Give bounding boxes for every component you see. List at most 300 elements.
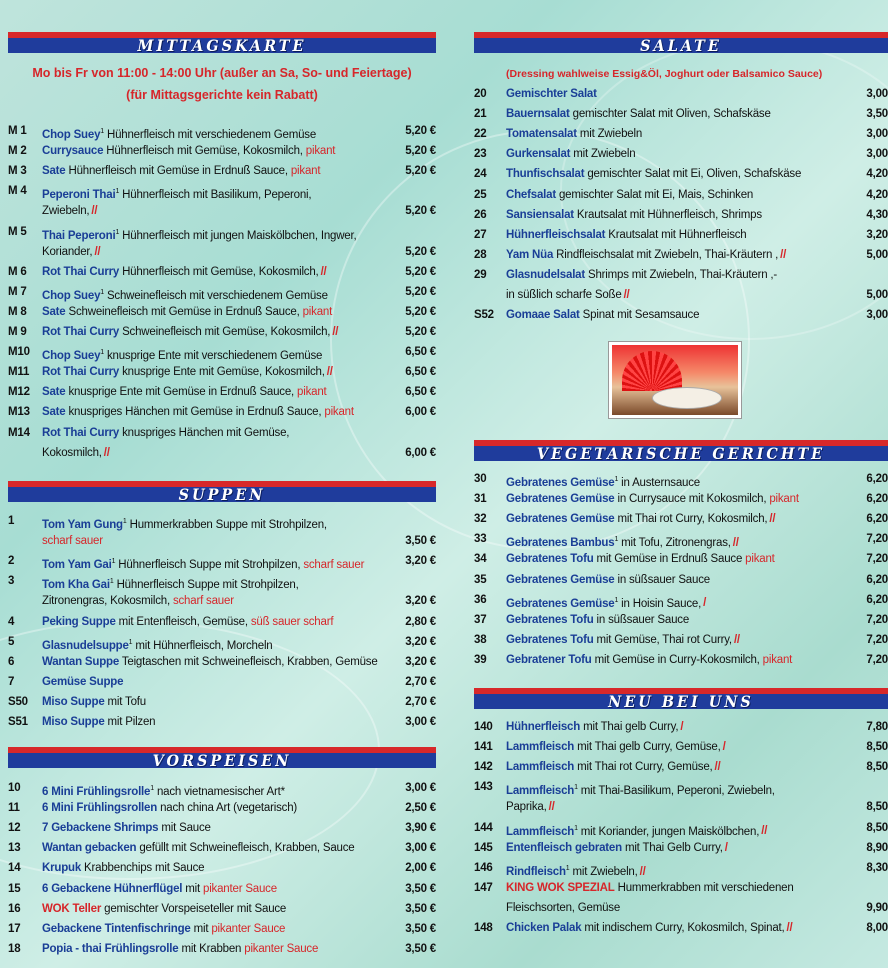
item-description: mit Thai gelb Curry, Gemüse,: [574, 741, 721, 754]
item-name: Peperoni Thai: [42, 189, 116, 202]
lunch-note: (für Mittagsgerichte kein Rabatt): [126, 88, 318, 102]
item-number: 18: [8, 942, 21, 955]
item-text: [506, 145, 635, 164]
item-name: Gebratenes Tofu: [506, 633, 594, 646]
item-text: [506, 571, 710, 590]
item-number: 27: [474, 228, 487, 241]
item-name: Chicken Palak: [506, 922, 582, 934]
superscript: 1: [100, 349, 104, 357]
item-description-line2: Kokosmilch,: [42, 446, 102, 459]
item-description: mit indischem Curry, Kokosmilch, Spinat,: [581, 922, 785, 934]
item-number: 1: [8, 515, 15, 527]
item-number: M14: [8, 426, 30, 439]
item-number: M13: [8, 406, 30, 419]
spicy-label: pikanter Sauce: [241, 942, 319, 955]
item-name: Rot Thai Curry: [42, 265, 120, 278]
superscript: 1: [614, 536, 619, 544]
spicy-label: pikant: [321, 406, 354, 419]
item-name: Gebratenes Tofu: [506, 613, 594, 626]
item-description: knusprige Ente mit Gemüse, Kokosmilch,: [119, 366, 325, 379]
item-name: Gemischter Salat: [506, 88, 597, 100]
item-price: 2,80 €: [405, 615, 436, 628]
item-price: 5,20 €: [405, 265, 436, 278]
item-text: [506, 879, 794, 898]
chili-icon: //: [623, 289, 630, 301]
item-number: 25: [474, 188, 487, 201]
chili-icon: //: [780, 248, 787, 261]
item-description: Hühnerfleisch Suppe mit Strohpilzen,: [115, 559, 301, 572]
item-price: 4,30: [866, 208, 888, 221]
item-price: 9,90: [866, 901, 888, 914]
item-number: 21: [474, 108, 487, 121]
item-text: [42, 839, 355, 858]
item-number: 144: [474, 821, 493, 834]
item-text: [42, 363, 333, 382]
suppen-title: SUPPEN: [178, 484, 266, 504]
item-description: knuspriges Hänchen mit Gemüse,: [119, 426, 290, 439]
item-text: [42, 323, 338, 342]
vegetarische-title: VEGETARISCHE GERICHTE: [536, 443, 826, 463]
item-text: [506, 839, 728, 858]
chili-icon: //: [714, 761, 721, 774]
item-price: 5,20 €: [405, 145, 436, 158]
item-number: 31: [474, 493, 487, 506]
item-name: Gebackene Tintenfischringe: [42, 922, 191, 935]
item-number: 13: [8, 842, 21, 855]
item-number: M 4: [8, 185, 27, 198]
item-name: Rot Thai Curry: [42, 426, 120, 439]
spicy-label: scharf sauer: [169, 595, 234, 608]
item-description: mit Thai Gelb Curry,: [621, 841, 723, 854]
superscript: 1: [574, 784, 578, 792]
item-text: [42, 920, 285, 939]
item-name: Chop Suey: [42, 289, 101, 302]
item-number: 38: [474, 633, 487, 646]
item-name: Tom Yam Gung: [42, 518, 123, 531]
item-price: 3,50: [866, 108, 888, 121]
item-name: Yam Nüa: [506, 248, 554, 261]
item-number: 26: [474, 208, 487, 221]
item-number: 11: [8, 802, 20, 815]
item-price: 8,30: [866, 861, 888, 874]
item-description: knuspriges Hänchen mit Gemüse in Erdnuß Sauce,: [65, 406, 322, 419]
item-description: mit Thai gelb Curry,: [580, 721, 679, 733]
chili-icon: //: [91, 205, 98, 218]
item-description: Spinat mit Sesamsauce: [579, 309, 700, 322]
superscript: 1: [128, 638, 133, 646]
item-name: Glasnudelsuppe: [42, 639, 129, 652]
item-text: [42, 673, 123, 692]
chili-icon: //: [332, 326, 339, 338]
chili-icon: //: [733, 633, 740, 646]
item-description: Krautsalat mit Hühnerfleisch, Shrimps: [573, 208, 762, 221]
chili-icon: //: [732, 537, 739, 550]
item-description: gemischter Salat mit Ei, Oliven, Schafskäse: [584, 168, 802, 181]
item-text: [506, 246, 786, 265]
item-number: 10: [8, 782, 21, 794]
item-price: 3,50 €: [405, 882, 436, 895]
item-price: 2,50 €: [405, 802, 436, 815]
item-price: 7,20: [866, 613, 888, 626]
item-number: 15: [8, 882, 21, 895]
item-description: Krabbenchips mit Sauce: [81, 862, 205, 875]
item-text: [42, 713, 155, 732]
item-name: Gurkensalat: [506, 148, 571, 161]
item-text-line2: [42, 444, 110, 463]
item-number: S52: [474, 309, 494, 322]
item-description: mit Gemüse in Curry-Kokosmilch,: [591, 653, 760, 666]
item-text: [506, 738, 726, 757]
item-price: 7,80: [866, 721, 888, 733]
spicy-label: pikant: [766, 493, 799, 506]
item-price: 7,20: [866, 553, 888, 566]
item-text: [506, 165, 801, 184]
neu-bei-uns-banner: [474, 688, 888, 709]
item-description: Shrimps mit Zwiebeln, Thai-Kräutern ,-: [585, 268, 778, 281]
item-price: 6,20: [866, 473, 888, 485]
item-number: 39: [474, 653, 487, 666]
item-name: Tom Yam Gai: [42, 559, 112, 572]
item-name: Gebratenes Tofu: [506, 553, 594, 566]
item-number: 6: [8, 655, 15, 668]
item-price: 3,00: [866, 309, 888, 322]
item-price: 8,00: [866, 922, 888, 934]
item-number: M11: [8, 366, 30, 379]
item-text: [42, 880, 277, 899]
item-name: Gebratenes Gemüse: [506, 476, 615, 489]
item-name: Tomatensalat: [506, 128, 577, 141]
item-number: M 7: [8, 285, 27, 298]
item-number: 148: [474, 922, 493, 934]
item-name: Rot Thai Curry: [42, 366, 120, 379]
chili-icon: //: [320, 265, 327, 278]
superscript: 1: [111, 558, 116, 566]
spicy-label: pikant: [299, 305, 333, 318]
mittagskarte-title: MITTAGSKARTE: [137, 35, 307, 55]
item-price: 3,00 €: [405, 782, 436, 794]
item-text-line2: [42, 532, 103, 551]
item-description: Schweinefleisch mit verschiedenem Gemüse: [103, 289, 328, 302]
item-price: 7,20: [866, 633, 888, 646]
item-number: 142: [474, 761, 493, 774]
spicy-label: scharf sauer: [42, 535, 103, 548]
item-price: 8,50: [866, 761, 888, 774]
item-text: [506, 919, 793, 938]
item-price: 5,20 €: [405, 125, 436, 137]
item-text: [42, 799, 297, 818]
item-number: 35: [474, 573, 487, 586]
item-text: [506, 105, 771, 124]
item-name: Chop Suey: [42, 128, 101, 141]
item-price: 6,00 €: [405, 446, 436, 459]
item-number: 30: [474, 473, 487, 485]
item-description: gemischter Salat mit Ei, Mais, Schinken: [555, 188, 754, 201]
item-number: 16: [8, 902, 21, 915]
item-price: 3,20: [866, 228, 888, 241]
item-text: [42, 653, 378, 672]
item-name: 7 Gebackene Shrimps: [42, 822, 159, 835]
item-name: Miso Suppe: [42, 716, 105, 728]
item-price: 6,00 €: [405, 406, 436, 419]
spicy-label: pikant: [287, 165, 321, 178]
item-text: [42, 162, 320, 181]
item-name: Sate: [42, 386, 66, 399]
item-description: Hühnerfleisch mit jungen Maiskölbchen, Ingwer,: [119, 229, 357, 242]
item-number: M 8: [8, 305, 27, 318]
item-text: [42, 693, 146, 712]
item-description: mit Pilzen: [104, 716, 156, 728]
superscript: 1: [100, 288, 104, 296]
item-text-line2: [42, 592, 234, 611]
item-description: Krautsalat mit Hühnerfleisch: [605, 228, 747, 241]
item-text: [42, 303, 332, 322]
item-description: Hühnerfleisch mit verschiedenem Gemüse: [103, 128, 317, 141]
item-description: nach china Art (vegetarisch): [157, 802, 298, 815]
item-number: S51: [8, 716, 28, 728]
item-text-line2: [506, 899, 620, 918]
item-name: Miso Suppe: [42, 695, 105, 708]
item-description-line2: Zwiebeln,: [42, 205, 90, 218]
item-price: 8,90: [866, 841, 888, 854]
item-name: Bauernsalat: [506, 108, 570, 121]
item-number: 141: [474, 741, 493, 754]
item-name: Hühnerfleisch: [506, 721, 581, 733]
superscript: 1: [115, 188, 120, 196]
item-description: mit Sauce: [158, 822, 211, 835]
superscript: 1: [614, 596, 619, 604]
item-name: Sate: [42, 305, 66, 318]
spicy-label: pikant: [302, 145, 336, 158]
item-number: M 1: [8, 125, 27, 137]
item-description: gemischter Salat mit Oliven, Schafskäse: [569, 108, 771, 121]
item-price: 6,50 €: [405, 346, 436, 359]
item-number: 4: [8, 615, 15, 628]
item-number: 34: [474, 553, 487, 566]
item-text: [42, 613, 333, 632]
spicy-label: pikant: [759, 653, 793, 666]
chili-icon: //: [548, 801, 555, 814]
vegetarische-banner: [474, 440, 888, 461]
item-number: 17: [8, 922, 21, 935]
suppen-banner: [8, 481, 436, 502]
item-number: 33: [474, 533, 487, 546]
item-price: 3,00 €: [405, 716, 436, 728]
item-text: [42, 142, 335, 161]
item-text: [506, 758, 721, 777]
item-price: 3,00: [866, 128, 888, 141]
chili-icon: //: [639, 865, 646, 878]
item-description-line2: Koriander,: [42, 245, 93, 258]
item-number: 140: [474, 721, 493, 733]
item-price: 3,20 €: [405, 555, 436, 568]
item-number: M12: [8, 386, 30, 399]
item-text: [42, 263, 327, 282]
item-number: M 6: [8, 265, 27, 278]
item-text: [506, 611, 689, 630]
item-description: in Austernsauce: [618, 476, 700, 489]
item-price: 6,20: [866, 593, 888, 606]
item-number: M 9: [8, 326, 27, 338]
vorspeisen-banner: [8, 747, 436, 768]
item-price: 5,00: [866, 289, 888, 301]
item-description: gemischter Vorspeiseteller mit Sauce: [101, 902, 287, 915]
item-price: 3,50 €: [405, 922, 436, 935]
item-price: 5,20 €: [405, 285, 436, 298]
item-price: 6,20: [866, 493, 888, 506]
item-description-line2: in süßlich scharfe Soße: [506, 289, 622, 301]
item-description: mit Zwiebeln: [570, 148, 636, 161]
item-description: mit Zwiebeln: [576, 128, 643, 141]
superscript: 1: [150, 785, 154, 792]
item-description: mit: [190, 922, 209, 935]
item-name: Glasnudelsalat: [506, 268, 586, 281]
item-price: 7,20: [866, 653, 888, 666]
item-number: 36: [474, 593, 487, 606]
item-name: Wantan gebacken: [42, 842, 137, 855]
food-photo-icon: [609, 342, 741, 418]
item-name: Gebratenes Bambus: [506, 537, 615, 550]
item-number: 23: [474, 148, 487, 161]
chili-icon: //: [94, 245, 101, 258]
item-description-line2: Zitronengras, Kokosmilch,: [42, 595, 170, 608]
item-text: [506, 85, 597, 104]
item-text: [506, 226, 747, 245]
item-name: 6 Mini Frühlingsrolle: [42, 785, 151, 798]
item-price: 3,20 €: [405, 655, 436, 668]
mittagskarte-banner: [8, 32, 436, 53]
chili-icon: //: [769, 513, 776, 526]
item-description: knusprige Ente mit Gemüse in Erdnuß Sauce,: [65, 386, 295, 399]
item-name: Sate: [42, 406, 66, 419]
item-price: 3,00: [866, 148, 888, 161]
item-name: Wantan Suppe: [42, 655, 120, 668]
spicy-label: scharf sauer: [300, 559, 365, 572]
item-price: 5,20 €: [405, 205, 436, 218]
item-price: 2,70 €: [405, 675, 436, 688]
item-name: Sate: [42, 165, 66, 178]
item-price: 5,20 €: [405, 326, 436, 338]
item-text: [506, 718, 683, 737]
spicy-label: pikanter Sauce: [208, 922, 286, 935]
item-price: 3,50 €: [405, 535, 436, 548]
plate-decoration: [652, 387, 722, 409]
item-text-line2: [506, 286, 630, 305]
spicy-label: pikant: [742, 553, 775, 566]
neu-bei-uns-title: NEU BEI UNS: [608, 691, 754, 711]
spicy-label: süß sauer scharf: [247, 615, 334, 628]
spicy-label: pikanter Sauce: [200, 882, 277, 895]
item-name: Krupuk: [42, 862, 82, 875]
item-number: 24: [474, 168, 487, 181]
item-description-line2: Paprika,: [506, 801, 547, 814]
chili-icon: /: [722, 741, 726, 754]
item-price: 8,50: [866, 821, 888, 834]
item-price: 5,20 €: [405, 305, 436, 318]
item-description: Rindfleischsalat mit Zwiebeln, Thai-Kräutern ,: [553, 248, 779, 261]
item-description: Hühnerfleisch Suppe mit Strohpilzen,: [113, 579, 299, 592]
item-text: [506, 206, 762, 225]
item-text: [42, 859, 204, 878]
item-name: Gebratenes Gemüse: [506, 493, 615, 506]
item-number: 28: [474, 248, 487, 261]
item-text: [42, 424, 289, 443]
item-text: [42, 900, 286, 919]
superscript: 1: [115, 228, 120, 236]
chili-icon: //: [103, 446, 110, 459]
item-price: 6,20: [866, 573, 888, 586]
item-name: Gemüse Suppe: [42, 675, 124, 688]
item-description: in Currysauce mit Kokosmilch,: [614, 493, 767, 506]
item-number: 143: [474, 781, 493, 794]
superscript: 1: [565, 864, 570, 872]
item-name: Thunfischsalat: [506, 168, 585, 181]
item-price: 5,00: [866, 248, 888, 261]
chili-icon: //: [786, 922, 793, 934]
item-description: mit Tofu, Zitronengras,: [618, 537, 731, 550]
item-name: Popia - thai Frühlingsrolle: [42, 942, 179, 955]
item-name: Lammfleisch: [506, 825, 575, 838]
item-price: 4,20: [866, 188, 888, 201]
item-price: 5,20 €: [405, 165, 436, 178]
item-name: Thai Peperoni: [42, 229, 116, 242]
item-description: mit Gemüse in Erdnuß Sauce: [593, 553, 743, 566]
item-number: M 2: [8, 145, 27, 158]
item-description: mit Zwiebeln,: [569, 865, 638, 878]
item-name: Gebratenes Gemüse: [506, 573, 615, 586]
item-description: mit Tofu: [104, 695, 146, 708]
item-description: mit Entenfleisch, Gemüse,: [115, 615, 248, 628]
item-description: Hummerkrabben Suppe mit Strohpilzen,: [126, 518, 327, 531]
item-number: 14: [8, 862, 21, 875]
item-number: 7: [8, 675, 15, 688]
item-name-special: WOK Teller: [42, 902, 102, 915]
item-text: [42, 819, 211, 838]
item-price: 3,00 €: [405, 842, 436, 855]
item-number: 5: [8, 635, 15, 648]
item-name: Gebratenes Gemüse: [506, 513, 615, 526]
item-price: 6,50 €: [405, 386, 436, 399]
item-description: mit Koriander, jungen Maiskölbchen,: [577, 825, 760, 838]
item-number: S50: [8, 695, 28, 708]
item-number: 3: [8, 575, 15, 588]
item-description: Hühnerfleisch mit Gemüse, Kokosmilch,: [103, 145, 303, 158]
item-description: knusprige Ente mit verschiedenem Gemüse: [103, 349, 323, 362]
item-name: Gebratener Tofu: [506, 653, 592, 666]
superscript: 1: [109, 578, 114, 586]
item-number: 146: [474, 861, 493, 874]
item-description: Hühnerfleisch mit Gemüse, Kokosmilch,: [119, 265, 319, 278]
item-price: 3,90 €: [405, 822, 436, 835]
item-text: [42, 383, 327, 402]
item-description-line2: Fleischsorten, Gemüse: [506, 901, 621, 914]
superscript: 1: [574, 824, 578, 832]
item-name: Rindfleisch: [506, 865, 566, 878]
item-description: mit Thai-Basilikum, Peperoni, Zwiebeln,: [577, 785, 775, 798]
item-text: [506, 186, 753, 205]
item-name: Gomaae Salat: [506, 309, 580, 322]
item-price: 2,00 €: [405, 862, 436, 875]
item-description: Teigtaschen mit Schweinefleisch, Krabben, Gemüse: [119, 655, 378, 668]
item-name: Peking Suppe: [42, 615, 116, 628]
item-description: in süßsauer Sauce: [614, 573, 710, 586]
salate-banner: [474, 32, 888, 53]
item-description: mit Gemüse, Thai rot Curry,: [593, 633, 732, 646]
salad-note: (Dressing wahlweise Essig&Öl, Joghurt oder Balsamico Sauce): [506, 68, 823, 80]
item-price: 3,20 €: [405, 595, 436, 608]
item-description: mit Thai rot Curry, Gemüse,: [574, 761, 713, 774]
item-text: [506, 266, 777, 285]
item-text-line2: [42, 202, 97, 221]
